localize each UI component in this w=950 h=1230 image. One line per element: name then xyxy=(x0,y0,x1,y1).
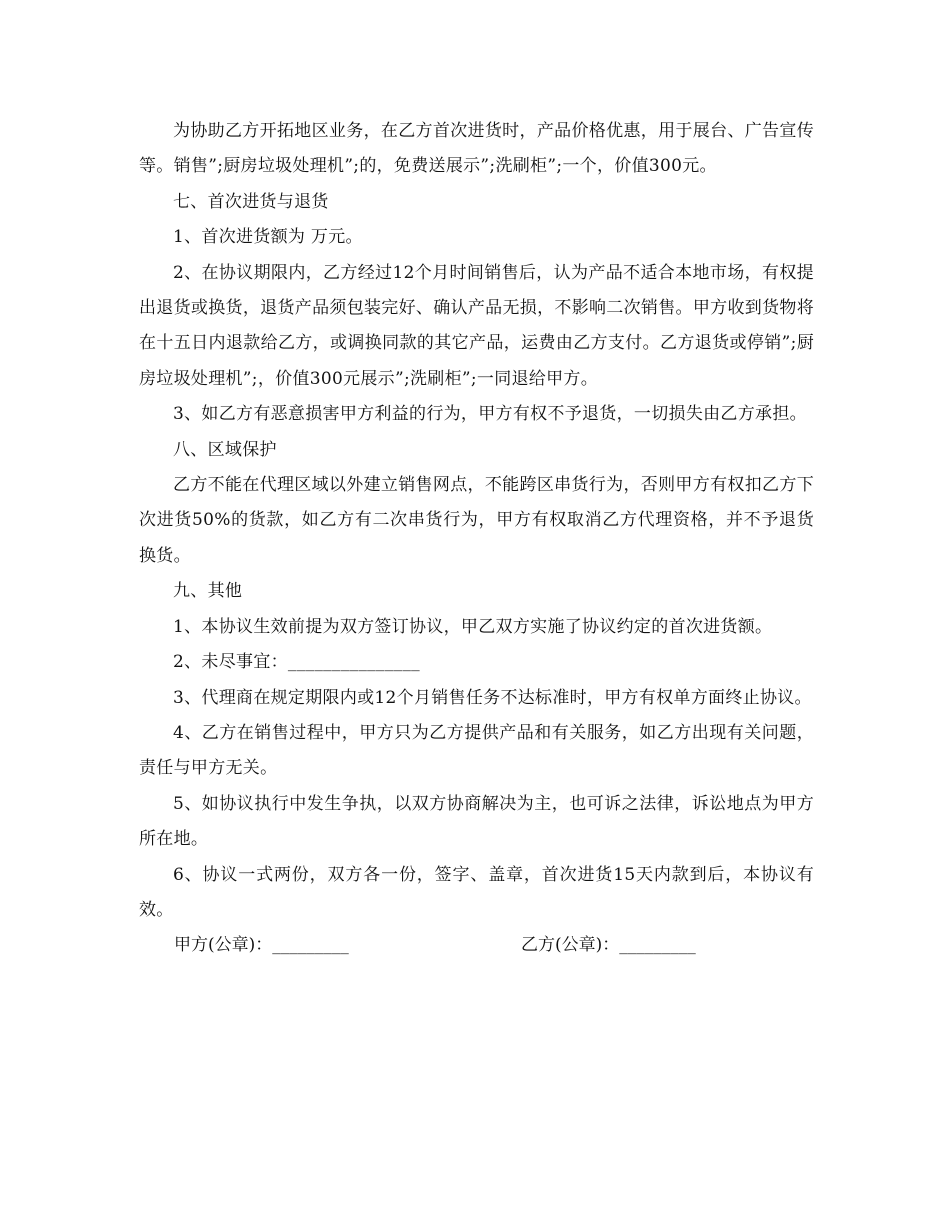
party-b-signature-field: 乙方(公章)：_________ xyxy=(521,935,696,956)
section-heading-first-purchase-returns: 七、首次进货与退货 xyxy=(173,191,329,212)
clause-9-1: 1、本协议生效前提为双方签订协议，甲乙双方实施了协议约定的首次进货额。 xyxy=(173,616,773,637)
clause-7-1: 1、首次进货额为 万元。 xyxy=(173,227,363,248)
clause-9-2: 2、未尽事宜：_______________ xyxy=(173,652,420,673)
document-body xyxy=(139,114,814,963)
clause-7-2: 2、在协议期限内，乙方经过12个月时间销售后，认为产品不适合本地市场，有权提出退货或换货，退货产品须包装完好、确认产品无损，不影响二次销售。甲方收到货物将在十五日内退款给乙方，或调换同款的其它产品，运费由乙方支付。乙方退货或停销”;厨房垃圾处理机”;，价值300元展示”;洗刷柜”;一同退给甲方。 xyxy=(139,262,814,389)
clause-7-3: 3、如乙方有恶意损害甲方利益的行为，甲方有权不予退货，一切损失由乙方承担。 xyxy=(173,404,807,425)
clause-9-5: 5、如协议执行中发生争执，以双方协商解决为主，也可诉之法律，诉讼地点为甲方所在地。 xyxy=(139,793,814,850)
party-a-signature-field: 甲方(公章)：_________ xyxy=(174,935,349,956)
signature-row xyxy=(139,928,814,963)
clause-9-4: 4、乙方在销售过程中，甲方只为乙方提供产品和有关服务，如乙方出现有关问题，责任与甲方无关。 xyxy=(139,722,814,779)
clause-9-3: 3、代理商在规定期限内或12个月销售任务不达标准时，甲方有权单方面终止协议。 xyxy=(173,687,812,708)
clause-8-text: 乙方不能在代理区域以外建立销售网点，不能跨区串货行为，否则甲方有权扣乙方下次进货50%的货款，如乙方有二次串货行为，甲方有权取消乙方代理资格，并不予退货换货。 xyxy=(139,475,814,566)
section-heading-other: 九、其他 xyxy=(173,581,243,602)
clause-9-6: 6、协议一式两份，双方各一份，签字、盖章，首次进货15天内款到后，本协议有效。 xyxy=(139,864,814,920)
paragraph-promotion: 为协助乙方开拓地区业务，在乙方首次进货时，产品价格优惠，用于展台、广告宣传等。销售”;厨房垃圾处理机”;的，免费送展示”;洗刷柜”;一个，价值300元。 xyxy=(139,121,814,177)
section-heading-regional-protection: 八、区域保护 xyxy=(173,439,277,460)
